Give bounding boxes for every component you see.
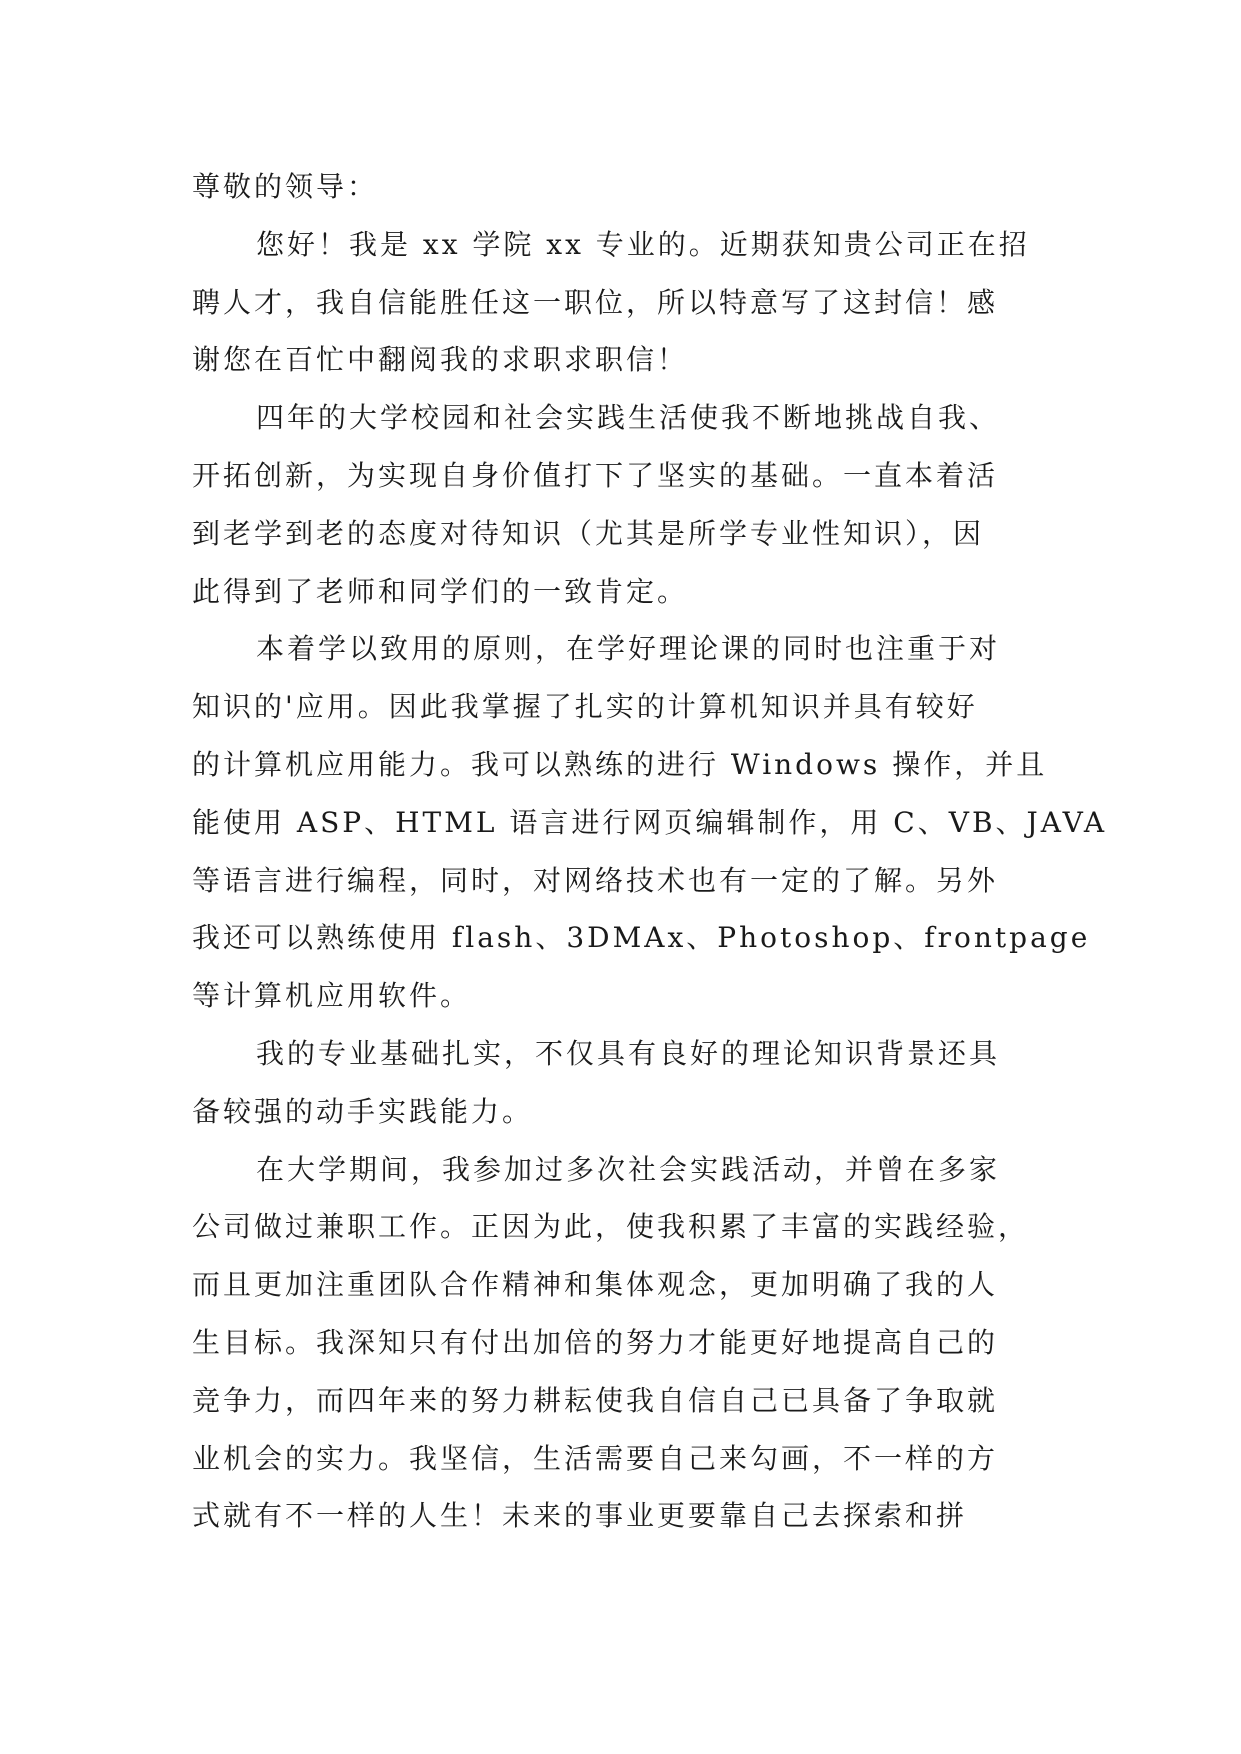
salutation-line: 尊敬的领导：: [192, 170, 379, 203]
text-line: 您好！我是 xx 学院 xx 专业的。近期获知贵公司正在招: [256, 227, 1030, 261]
text-line: 在大学期间，我参加过多次社会实践活动，并曾在多家: [256, 1152, 1001, 1186]
text-line: 能使用 ASP、HTML 语言进行网页编辑制作，用 C、VB、JAVA: [192, 805, 1108, 839]
letter-body: [192, 158, 1108, 1545]
text-line: 谢您在百忙中翻阅我的求职求职信！: [192, 343, 689, 377]
text-line: 本着学以致用的原则，在学好理论课的同时也注重于对: [256, 632, 1001, 666]
text-line: 我的专业基础扎实，不仅具有良好的理论知识背景还具: [256, 1036, 1001, 1070]
text-line: 等语言进行编程，同时，对网络技术也有一定的了解。另外: [192, 863, 999, 897]
text-line: 竞争力，而四年来的努力耕耘使我自信自己已具备了争取就: [192, 1383, 999, 1417]
text-line: 此得到了老师和同学们的一致肯定。: [192, 574, 689, 608]
text-line: 式就有不一样的人生！未来的事业更要靠自己去探索和拼: [192, 1499, 968, 1533]
text-line: 我还可以熟练使用 flash、3DMAx、Photoshop、frontpage: [192, 921, 1091, 955]
text-line: 开拓创新，为实现自身价值打下了坚实的基础。一直本着活: [192, 458, 999, 492]
text-line: 备较强的动手实践能力。: [192, 1094, 534, 1128]
text-line: 而且更加注重团队合作精神和集体观念，更加明确了我的人: [192, 1268, 999, 1302]
text-line: 业机会的实力。我坚信，生活需要自己来勾画，不一样的方: [192, 1441, 999, 1475]
text-line: 聘人才，我自信能胜任这一职位，所以特意写了这封信！感: [192, 285, 999, 319]
text-line: 等计算机应用软件。: [192, 979, 472, 1013]
text-line: 生目标。我深知只有付出加倍的努力才能更好地提高自己的: [192, 1325, 999, 1359]
text-line: 的计算机应用能力。我可以熟练的进行 Windows 操作，并且: [192, 747, 1048, 781]
text-line: 公司做过兼职工作。正因为此，使我积累了丰富的实践经验，: [192, 1210, 1030, 1244]
text-line: 到老学到老的态度对待知识（尤其是所学专业性知识），因: [192, 516, 985, 550]
text-line: 知识的'应用。因此我掌握了扎实的计算机知识并具有较好: [192, 690, 978, 724]
text-line: 四年的大学校园和社会实践生活使我不断地挑战自我、: [256, 401, 1001, 435]
